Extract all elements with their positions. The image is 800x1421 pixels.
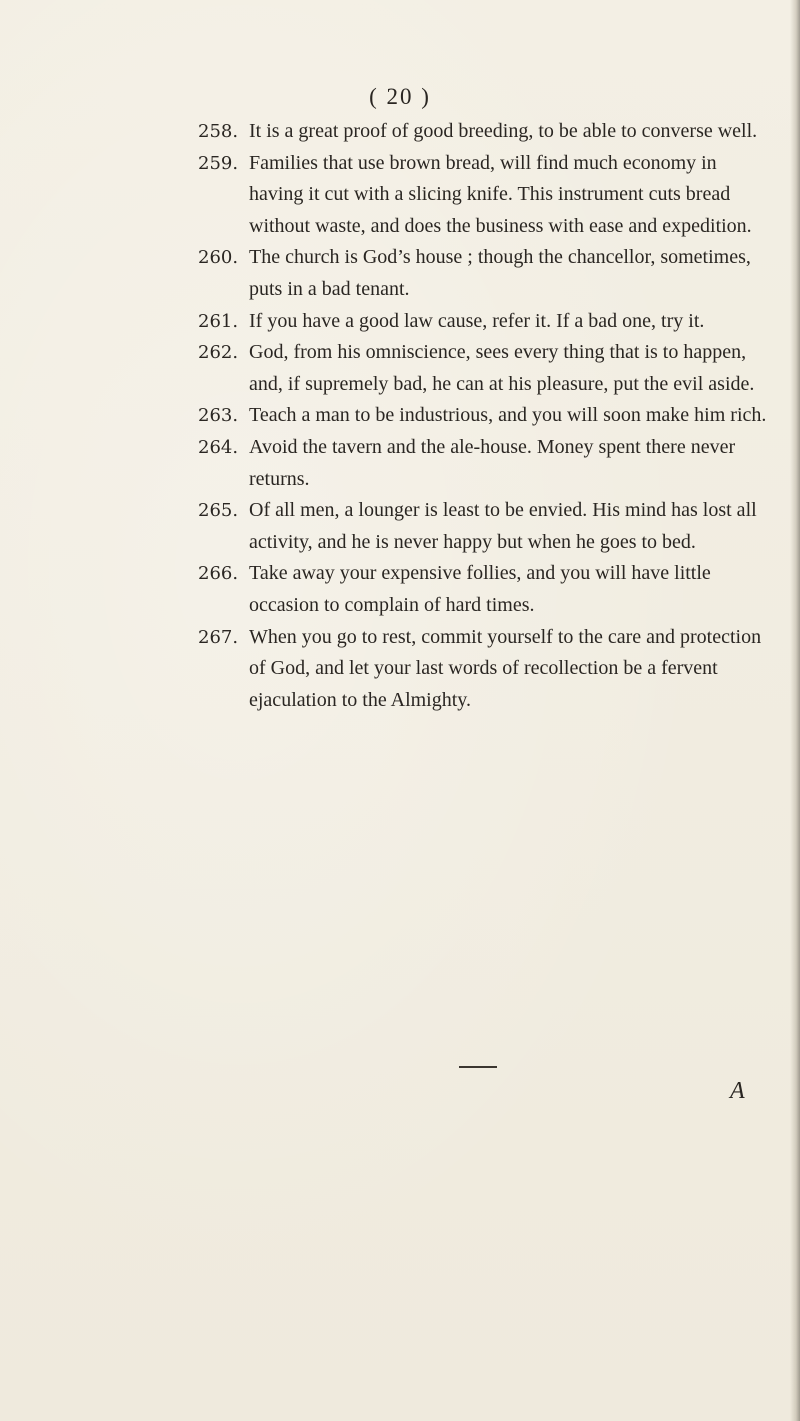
maxim-number: 263. xyxy=(198,405,239,427)
maxim-entry-263 xyxy=(198,400,770,432)
maxim-number: 260. xyxy=(198,247,239,269)
maxim-text: Teach a man to be industrious, and you will soon make him rich. xyxy=(249,404,767,427)
maxim-entry-262 xyxy=(198,337,770,400)
maxim-text: The church is God’s house ; though the chancellor, sometimes, puts in a bad tenant. xyxy=(249,246,751,300)
maxim-entry-265 xyxy=(198,495,770,558)
maxim-entry-264 xyxy=(198,432,770,495)
maxim-number: 262. xyxy=(198,342,239,364)
maxim-number: 265. xyxy=(198,500,239,522)
maxim-entry-267 xyxy=(198,622,770,717)
maxim-number: 259. xyxy=(198,152,239,174)
maxim-text: Avoid the tavern and the ale-house. Money spent there never returns. xyxy=(249,435,736,490)
maxim-text: It is a great proof of good breeding, to be able to converse well. xyxy=(249,120,758,142)
maxim-entry-261 xyxy=(198,306,770,338)
maxim-entry-266 xyxy=(198,558,770,621)
maxim-entry-260 xyxy=(198,242,770,305)
maxim-entry-258 xyxy=(198,116,770,148)
catchword: A xyxy=(730,1078,745,1104)
section-rule xyxy=(459,1066,497,1068)
maxim-number: 264. xyxy=(198,436,239,458)
maxim-number: 261. xyxy=(198,310,239,332)
page-edge-shadow xyxy=(790,0,800,1421)
maxim-number: 266. xyxy=(198,563,239,585)
maxim-text: Take away your expensive follies, and you will have little occasion to complain of hard times. xyxy=(249,562,711,616)
page-number: ( 20 ) xyxy=(369,84,431,109)
maxim-number: 258. xyxy=(198,121,239,142)
maxim-number: 267. xyxy=(198,626,239,648)
maxim-entry-259 xyxy=(198,148,770,243)
maxim-text: Of all men, a lounger is least to be envied. His mind has lost all activity, and he is never happy but when he goes to bed. xyxy=(249,499,757,553)
maxims-list xyxy=(198,116,770,716)
maxim-text: God, from his omniscience, sees every thing that is to happen, and, if supremely bad, he can at his pleasure, put the evil aside. xyxy=(249,341,755,395)
maxim-text: When you go to rest, commit yourself to the care and protection of God, and let your last words of recollection be a fervent ejaculation to the Almighty. xyxy=(249,625,762,711)
maxim-text: If you have a good law cause, refer it. If a bad one, try it. xyxy=(249,309,705,332)
maxim-text: Families that use brown bread, will find much economy in having it cut with a slicing knife. This instrument cuts bread without waste, and does the business with ease and expedition. xyxy=(249,151,752,237)
